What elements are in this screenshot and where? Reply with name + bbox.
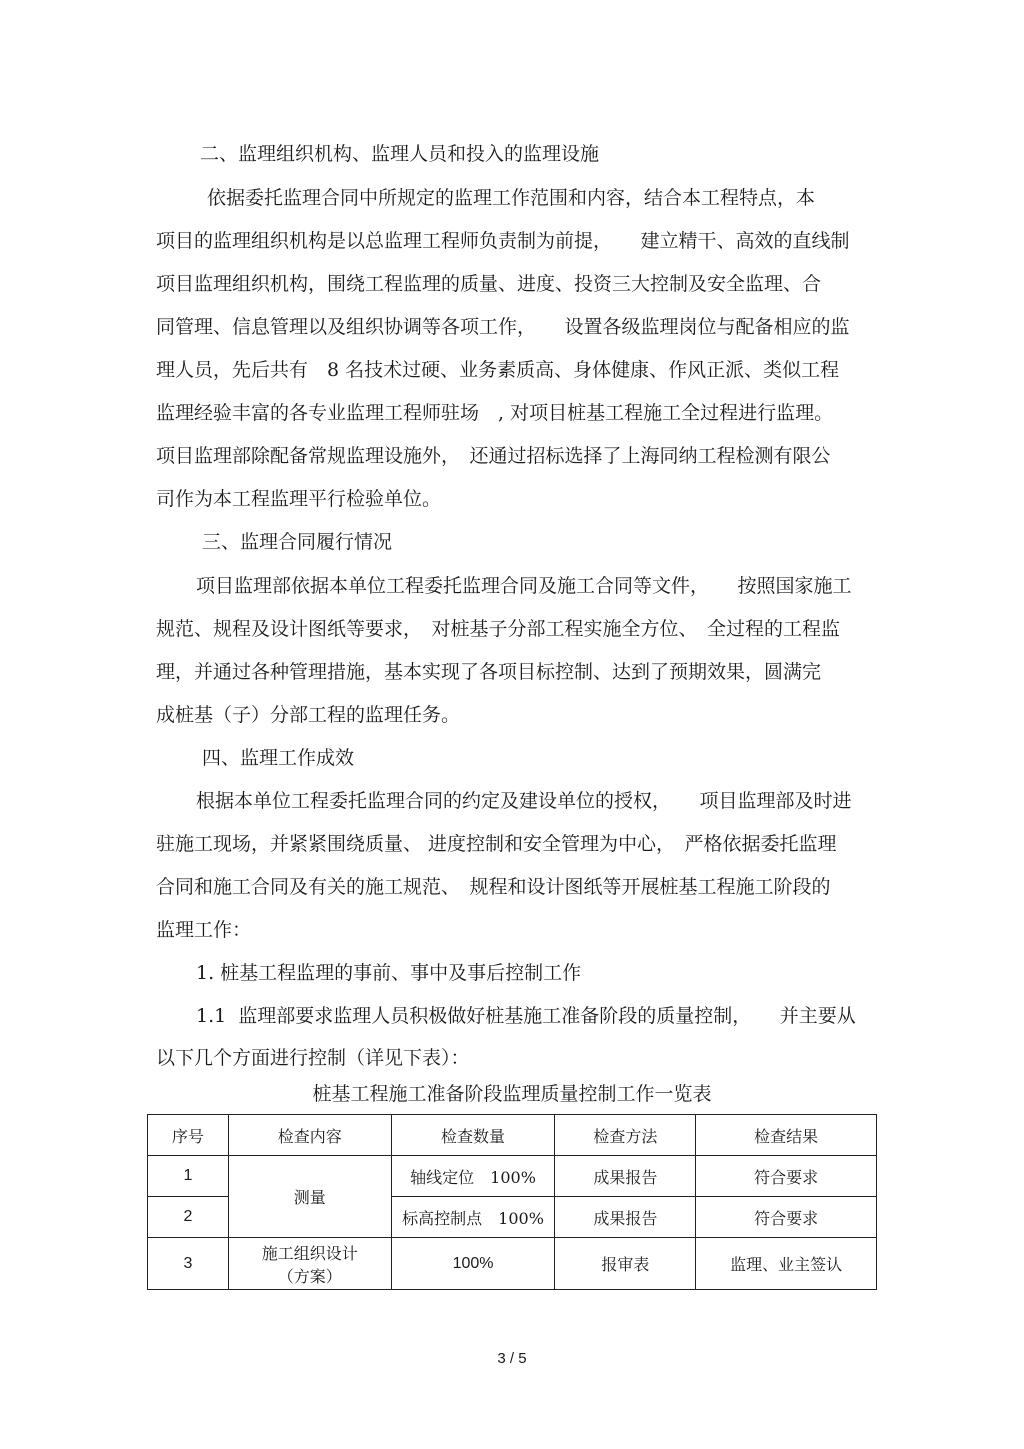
header-quantity: 检查数量 (391, 1115, 555, 1156)
paragraph-line: 同管理、信息管理以及组织协调等各项工作， 设置各级监理岗位与配备相应的监 (156, 316, 850, 338)
paragraph-line: 成桩基（子）分部工程的监理任务。 (156, 704, 461, 726)
table-row (148, 1156, 877, 1197)
header-no: 序号 (148, 1115, 229, 1156)
header-result: 检查结果 (696, 1115, 877, 1156)
cell-no: 3 (148, 1238, 229, 1290)
cell-quantity: 100% (391, 1238, 555, 1290)
item-1-1-line: 1.1 监理部要求监理人员积极做好桩基施工准备阶段的质量控制， 并主要从 (196, 1005, 856, 1027)
cell-method: 成果报告 (555, 1197, 696, 1238)
paragraph-line: 监理经验丰富的各专业监理工程师驻场 , 对项目桩基工程施工全过程进行监理。 (156, 402, 834, 424)
cell-quantity: 轴线定位 100% (391, 1156, 555, 1197)
section-3-heading: 三、监理合同履行情况 (202, 531, 393, 553)
page-number: 3 / 5 (497, 1350, 527, 1367)
cell-content: 测量 (228, 1156, 391, 1238)
table-caption: 桩基工程施工准备阶段监理质量控制工作一览表 (312, 1083, 712, 1105)
paragraph-line: 项目监理组织机构，围绕工程监理的质量、进度、投资三大控制及安全监理、合 (156, 273, 822, 295)
section-2-heading: 二、监理组织机构、监理人员和投入的监理设施 (200, 143, 600, 165)
item-1-1-line: 以下几个方面进行控制（详见下表）： (156, 1047, 470, 1069)
item-1-heading: 1. 桩基工程监理的事前、事中及事后控制工作 (196, 962, 582, 984)
table-header-row (148, 1115, 877, 1156)
table-row (148, 1238, 877, 1290)
quality-control-table (147, 1114, 877, 1290)
cell-result: 符合要求 (696, 1197, 877, 1238)
cell-result: 符合要求 (696, 1156, 877, 1197)
paragraph-line: 规范、规程及设计图纸等要求， 对桩基子分部工程实施全方位、 全过程的工程监 (156, 618, 841, 640)
cell-content-line: 施工组织设计 (261, 1243, 358, 1263)
cell-no: 2 (148, 1197, 229, 1238)
paragraph-line: 项目的监理组织机构是以总监理工程师负责制为前提， 建立精干、高效的直线制 (156, 230, 850, 252)
paragraph-line: 监理工作： (156, 919, 252, 941)
paragraph-line: 驻施工现场，并紧紧围绕质量、 进度控制和安全管理为中心， 严格依据委托监理 (156, 833, 837, 855)
cell-content (228, 1238, 391, 1290)
header-method: 检查方法 (555, 1115, 696, 1156)
cell-method: 报审表 (555, 1238, 696, 1290)
paragraph-line: 司作为本工程监理平行检验单位。 (156, 488, 442, 510)
paragraph-line: 项目监理部依据本单位工程委托监理合同及施工合同等文件， 按照国家施工 (196, 575, 852, 597)
cell-method: 成果报告 (555, 1156, 696, 1197)
paragraph-line: 项目监理部除配备常规监理设施外， 还通过招标选择了上海同纳工程检测有限公 (156, 445, 831, 467)
section-4-heading: 四、监理工作成效 (202, 747, 355, 769)
paragraph-line: 理人员，先后共有 8 名技术过硬、业务素质高、身体健康、作风正派、类似工程 (156, 359, 840, 381)
cell-no: 1 (148, 1156, 229, 1197)
paragraph-line: 理，并通过各种管理措施，基本实现了各项目标控制、达到了预期效果，圆满完 (156, 661, 822, 683)
paragraph-line: 根据本单位工程委托监理合同的约定及建设单位的授权， 项目监理部及时进 (196, 790, 852, 812)
cell-result: 监理、业主签认 (696, 1238, 877, 1290)
header-content: 检查内容 (228, 1115, 391, 1156)
paragraph-line: 合同和施工合同及有关的施工规范、 规程和设计图纸等开展桩基工程施工阶段的 (156, 876, 831, 898)
cell-quantity: 标高控制点 100% (391, 1197, 555, 1238)
paragraph-line: 依据委托监理合同中所规定的监理工作范围和内容，结合本工程特点，本 (207, 187, 816, 209)
cell-content-line: （方案） (277, 1266, 342, 1286)
